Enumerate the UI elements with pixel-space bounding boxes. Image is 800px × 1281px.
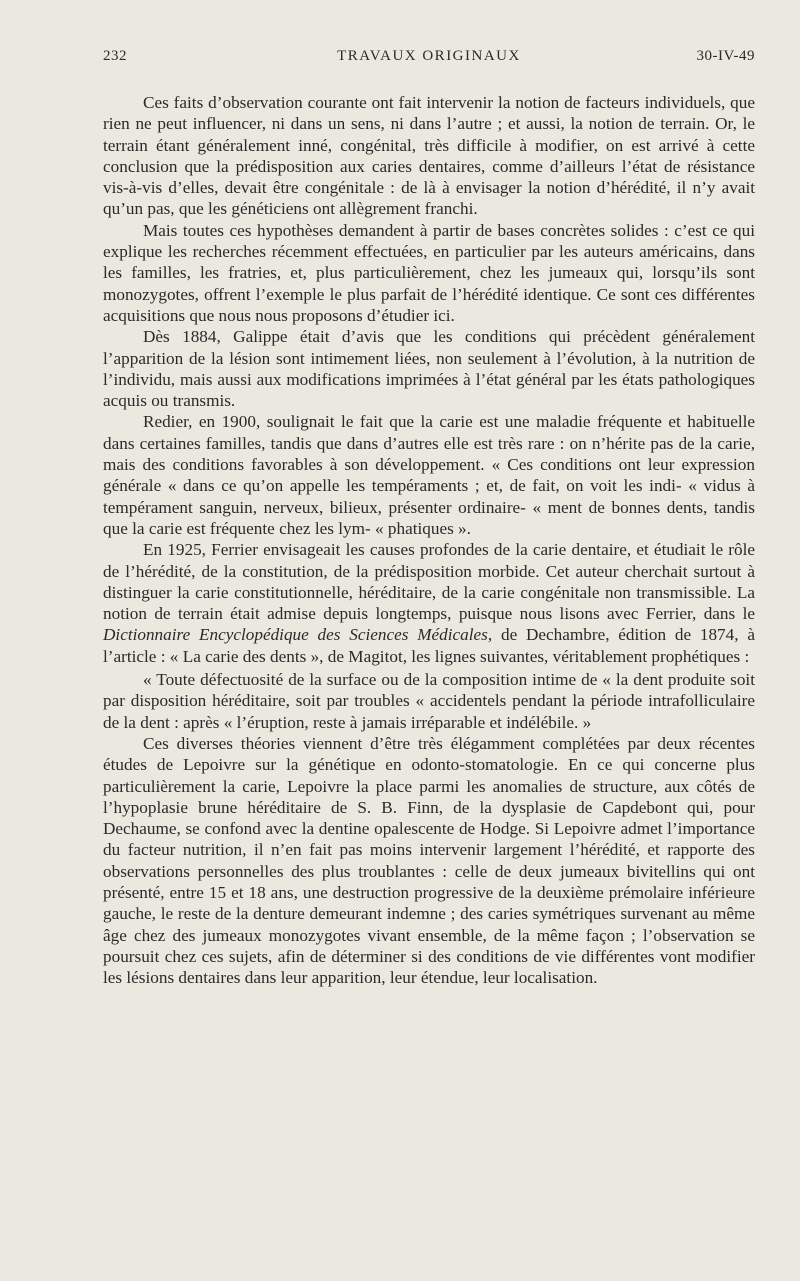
paragraph: Ces faits d’observation courante ont fait intervenir la notion de facteurs individuels, que rien ne peut influencer, ni dans un sens, ni dans l’autre ; et aussi, la notion de terrain. Or, le terrain étant généralement inné, congénital, très difficile à modifier, on est arrivé à cette conclusion que la prédisposition aux caries dentaires, comme d’ailleurs l’état de résistance vis-à-vis d’elles, devait être congénitale : de là à envisager la notion d’hérédité, il n’y avait qu’un pas, que les généticiens ont allègrement franchi. — [103, 93, 755, 219]
page-header — [103, 48, 755, 72]
text-run: , de Dechambre, édition de 1874, à l’article : « La carie des dents », de Magitot, les lignes suivantes, véritablement prophétiques : — [103, 625, 755, 666]
paragraph: Redier, en 1900, soulignait le fait que la carie est une maladie fréquente et habituelle dans certaines familles, tandis que dans d’autres elle est très rare : on n’hérite pas de la carie, mais des conditions favorables à son développement. « Ces conditions ont leur expression générale « dans ce qu’on appelle les tempéraments ; et, de fait, on voit les indi- « vidus à tempérament sanguin, nerveux, bilieux, présenter ordinaire- « ment de bonnes dents, tandis que la carie est fréquente chez les lym- « phatiques ». — [103, 412, 755, 538]
quotation: « Toute défectuosité de la surface ou de la composition intime de « la dent produite soit par disposition héréditaire, soit par troubles « accidentels pendant la période intrafolliculaire de la dent : après « l’éruption, reste à jamais irréparable et indélébile. » — [103, 670, 755, 732]
header-date: 30-IV-49 — [696, 48, 755, 64]
page-number: 232 — [103, 48, 127, 64]
paragraph: Mais toutes ces hypothèses demandent à partir de bases concrètes solides : c’est ce qui explique les recherches récemment effectuées, en particulier par les auteurs américains, dans les familles, les fratries, et, plus particulièrement, chez les jumeaux qui, lorsqu’ils sont monozygotes, offrent l’exemple le plus parfait de l’hérédité identique. Ce sont ces différentes acquisitions que nous nous proposons d’étudier ici. — [103, 220, 755, 325]
text-run: En 1925, Ferrier envisageait les causes profondes de la carie dentaire, et étudiait le rôle de l’hérédité, de la constitution, de la prédisposition morbide. Cet auteur cherchait surtout à distinguer la carie constitutionnelle, héréditaire, de la carie congénitale non transmissible. La notion de terrain était admise depuis longtemps, puisque nous lisons avec Ferrier, dans le — [103, 540, 755, 624]
body-text — [103, 92, 755, 988]
italic-title: Dictionnaire Encyclopédique des Sciences Médicales — [103, 625, 488, 645]
paragraph: Dès 1884, Galippe était d’avis que les conditions qui précèdent généralement l’apparition de la lésion sont intimement liées, non seulement à l’évolution, à la nutrition de l’individu, mais aussi aux modifications imprimées à l’état général par les états pathologiques acquis ou transmis. — [103, 327, 755, 411]
paragraph: Ces diverses théories viennent d’être très élégamment complétées par deux récentes études de Lepoivre sur la génétique en odonto-stomatologie. En ce qui concerne plus particulièrement la carie, Lepoivre la place parmi les anomalies de structure, aux côtés de l’hypoplasie brune héréditaire de S. B. Finn, de la dysplasie de Capdebont qui, pour Dechaume, se confond avec la dentine opalescente de Hodge. Si Lepoivre admet l’importance du facteur nutrition, il n’en fait pas moins intervenir largement l’hérédité, et rapporte des observations personnelles des plus troublantes : celle de deux jumeaux bivitellins qui ont présenté, entre 15 et 18 ans, une destruction progressive de la deuxième prémolaire inférieure gauche, le reste de la denture demeurant indemne ; des caries symétriques survenant au même âge chez des jumeaux monozygotes vivant ensemble, de la même façon ; l’observation se poursuit chez ces sujets, afin de déterminer si des conditions de vie différentes vont modifier les lésions dentaires dans leur apparition, leur étendue, leur localisation. — [103, 733, 755, 988]
paragraph — [103, 539, 755, 667]
running-title: TRAVAUX ORIGINAUX — [337, 48, 521, 64]
